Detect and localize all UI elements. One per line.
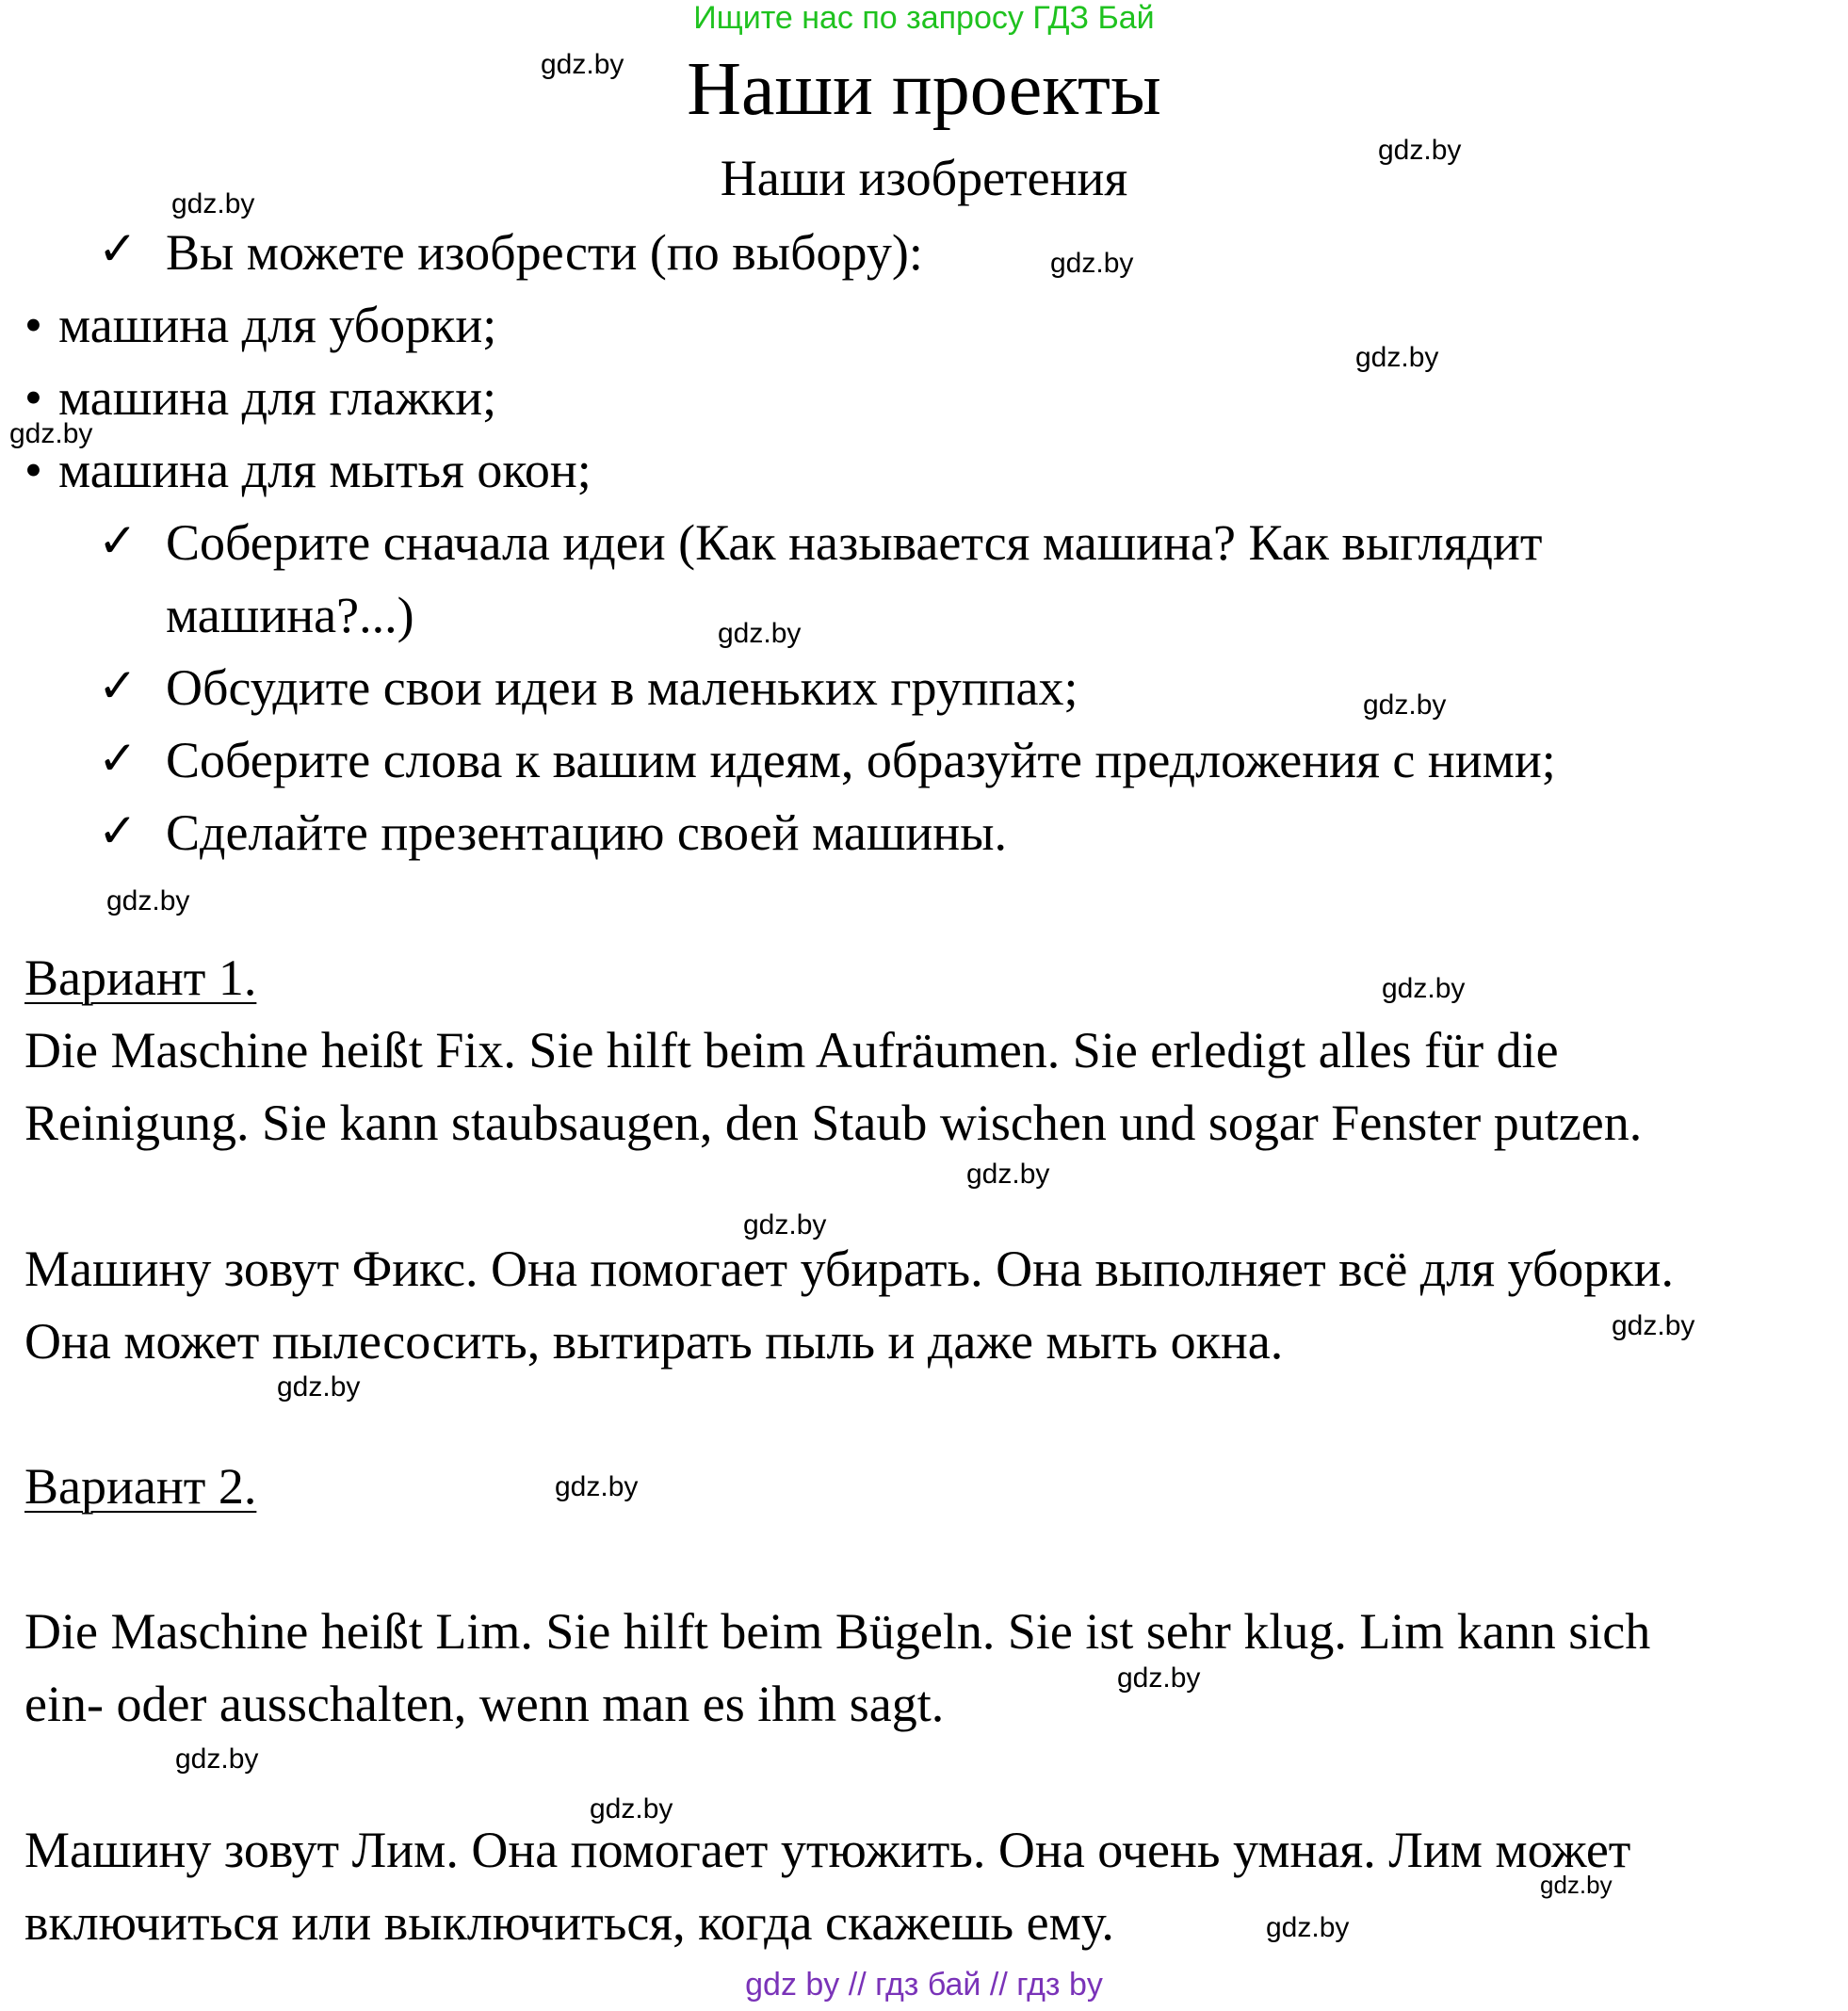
bullet-icon: • [24, 442, 42, 498]
variant1-heading: Вариант 1. [24, 949, 257, 1006]
variant1-russian-line: Она может пылесосить, вытирать пыль и даже мыть окна. [24, 1313, 1284, 1370]
option-item: машина для глажки; [58, 369, 497, 426]
page-title: Наши проекты [687, 48, 1161, 131]
watermark: gdz.by [1050, 248, 1134, 279]
search-banner: Ищите нас по запросу ГДЗ Бай [693, 0, 1155, 36]
step-item-continuation: машина?...) [166, 587, 414, 643]
variant2-heading: Вариант 2. [24, 1458, 257, 1515]
watermark: gdz.by [966, 1159, 1050, 1190]
watermark: gdz.by [1612, 1310, 1695, 1341]
bullet-icon: • [24, 369, 42, 426]
watermark: gdz.by [106, 885, 190, 916]
variant1-russian-line: Машину зовут Фикс. Она помогает убирать. Она выполняет всё для уборки. [24, 1241, 1674, 1297]
variant2-german-line: Die Maschine heißt Lim. Sie hilft beim Bügeln. Sie ist sehr klug. Lim kann sich [24, 1603, 1651, 1660]
checkmark-icon: ✓ [98, 804, 138, 857]
variant2-russian-line: включиться или выключиться, когда скажешь ему. [24, 1894, 1114, 1951]
watermark: gdz.by [1266, 1912, 1350, 1943]
intro-text: Вы можете изобрести (по выбору): [166, 224, 923, 281]
step-item: Соберите сначала идеи (Как называется машина? Как выглядит [166, 514, 1543, 571]
watermark: gdz.by [718, 618, 802, 649]
page-subtitle: Наши изобретения [720, 150, 1128, 206]
checkmark-icon: ✓ [98, 659, 138, 712]
watermark: gdz.by [1363, 689, 1447, 721]
watermark: gdz.by [9, 418, 93, 449]
checkmark-icon: ✓ [98, 732, 138, 785]
variant1-german-line: Die Maschine heißt Fix. Sie hilft beim Aufräumen. Sie erledigt alles für die [24, 1022, 1559, 1078]
watermark: gdz.by [1540, 1871, 1613, 1899]
watermark: gdz.by [277, 1371, 361, 1403]
step-item: Сделайте презентацию своей машины. [166, 804, 1007, 861]
watermark: gdz.by [590, 1793, 673, 1824]
watermark: gdz.by [1382, 973, 1466, 1004]
option-item: машина для мытья окон; [58, 442, 592, 498]
option-item: машина для уборки; [58, 297, 497, 353]
variant1-german-line: Reinigung. Sie kann staubsaugen, den Staub wischen und sogar Fenster putzen. [24, 1095, 1643, 1151]
watermark: gdz.by [1378, 135, 1462, 166]
watermark: gdz.by [171, 188, 255, 219]
watermark: gdz.by [555, 1471, 639, 1502]
variant2-german-line: ein- oder ausschalten, wenn man es ihm sagt. [24, 1676, 945, 1732]
variant2-russian-line: Машину зовут Лим. Она помогает утюжить. Она очень умная. Лим может [24, 1822, 1631, 1878]
watermark: gdz.by [541, 49, 624, 80]
watermark: gdz.by [743, 1209, 827, 1241]
checkmark-icon: ✓ [98, 222, 138, 275]
step-item: Обсудите свои идеи в маленьких группах; [166, 659, 1078, 716]
watermark: gdz.by [175, 1743, 259, 1775]
watermark: gdz.by [1355, 342, 1439, 373]
footer-links: gdz by // гдз бай // гдз by [745, 1967, 1103, 2003]
bullet-icon: • [24, 297, 42, 353]
checkmark-icon: ✓ [98, 514, 138, 567]
watermark: gdz.by [1117, 1662, 1201, 1694]
step-item: Соберите слова к вашим идеям, образуйте предложения с ними; [166, 732, 1556, 788]
